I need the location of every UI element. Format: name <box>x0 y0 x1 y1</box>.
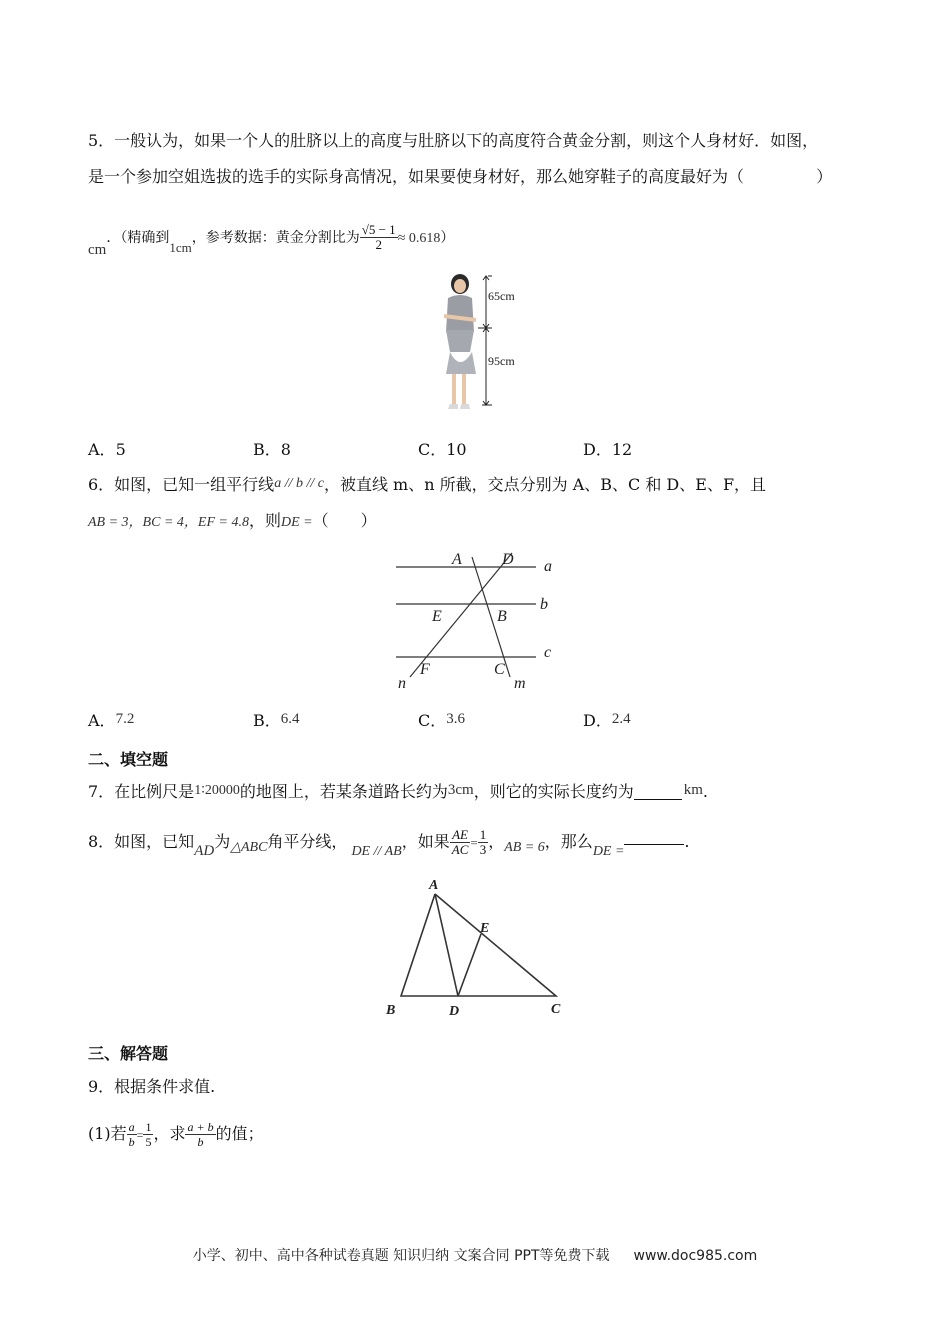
triangle-abc <box>401 894 556 996</box>
q7-scale: 1∶20000 <box>194 783 240 798</box>
q5-option-a-value: 5 <box>115 440 126 459</box>
q9-frac-value <box>143 1120 153 1149</box>
q6-label-E: E <box>432 608 442 625</box>
q9-frac-target <box>185 1120 215 1149</box>
q6-option-a-letter: A． <box>88 711 116 730</box>
q8-value-frac <box>478 828 489 857</box>
q8-ab: AB = 6 <box>504 840 545 855</box>
q6-option-a-value: 7.2 <box>115 711 135 727</box>
q9-sub1 <box>88 1114 264 1155</box>
q8-val-num: 1 <box>479 827 487 842</box>
woman-figure-image <box>444 274 476 409</box>
q8-de: DE = <box>592 844 625 859</box>
q6-option-b[interactable] <box>253 710 300 733</box>
q6-option-b-letter: B． <box>253 711 281 730</box>
q9-frac1-den: b <box>128 1135 135 1149</box>
q6-figure <box>390 545 565 695</box>
q9-frac2-den: 5 <box>145 1135 152 1149</box>
q6-label-D: D <box>502 551 514 568</box>
q8-ad: AD <box>194 843 215 859</box>
q8-label-C: C <box>551 1002 561 1017</box>
q8-label-A: A <box>429 878 439 893</box>
q8-par: DE // AB <box>351 844 402 859</box>
q8-frac-num: AE <box>450 828 471 843</box>
q8-if: ，如果 <box>401 832 450 851</box>
q8-frac-den: AC <box>451 842 469 857</box>
q6-label-m: m <box>514 675 526 692</box>
q6-line1 <box>88 474 766 498</box>
q7-line <box>88 781 708 805</box>
q5-frac-den: 2 <box>375 237 382 252</box>
q9-eq: = <box>136 1128 144 1142</box>
q5-option-b[interactable] <box>253 439 291 461</box>
footer <box>0 1245 950 1265</box>
q5-golden-frac <box>360 223 398 252</box>
q7-len: 3cm <box>447 782 474 798</box>
q5-line1: 5．一般认为，如果一个人的肚脐以上的高度与肚脐以下的高度符合黄金分割，则这个人身材好．如图， <box>88 131 819 150</box>
q5-option-b-value: 8 <box>280 440 291 459</box>
q5-fig-95: 95cm <box>488 354 515 368</box>
q7-post: ，则它的实际长度约为 <box>473 782 634 801</box>
q5-frac-num: √5 − 1 <box>361 222 396 237</box>
q6-label-a: a <box>544 558 552 575</box>
q9-sub1-mid: ，求 <box>153 1124 186 1143</box>
segment-de <box>458 934 481 996</box>
q7-end: . <box>702 782 708 801</box>
q8-pre: 8．如图，已知 <box>88 832 195 851</box>
q6-parallel: a // b // c <box>274 476 324 491</box>
q6-option-b-value: 6.4 <box>280 711 300 727</box>
footer-site-link[interactable]: www.doc985.com <box>633 1248 758 1264</box>
q8-then: ，那么 <box>544 832 593 851</box>
section-fill-in: 二、填空题 <box>88 750 169 769</box>
q8-is: 为 <box>214 832 231 851</box>
q6-given: AB = 3，BC = 4，EF = 4.8 <box>88 515 249 530</box>
q8-val-den: 3 <box>479 842 487 857</box>
q6-label-C: C <box>494 661 505 678</box>
q6-option-c-letter: C． <box>418 711 447 730</box>
q7-mid: 的地图上，若某条道路长约为 <box>239 782 448 801</box>
q5-option-d[interactable] <box>583 439 632 461</box>
q5-option-c[interactable] <box>418 439 467 461</box>
q6-label-F: F <box>420 661 430 678</box>
q5-line2-text: 是一个参加空姐选拔的选手的实际身高情况，如果要使身材好，那么她穿鞋子的高度最好为（ <box>88 167 745 186</box>
q8-label-D: D <box>449 1004 460 1019</box>
q9-frac1-num: a <box>128 1120 135 1134</box>
q7-answer-blank[interactable] <box>634 783 682 800</box>
q9-frac-ab <box>127 1120 137 1149</box>
q9-frac2-num: 1 <box>145 1120 152 1134</box>
q5-figure <box>430 272 540 417</box>
q5-option-b-letter: B． <box>253 440 281 459</box>
q8-label-E: E <box>480 921 490 936</box>
q5-option-d-value: 12 <box>611 440 633 459</box>
q5-fig-65: 65cm <box>488 289 515 303</box>
q6-option-c[interactable] <box>418 710 465 733</box>
q8-ratio-frac <box>450 828 471 857</box>
q6-option-d[interactable] <box>583 710 631 733</box>
section-answer: 三、解答题 <box>88 1044 169 1063</box>
q9-sub1-post: 的值； <box>215 1124 264 1143</box>
q5-option-c-letter: C． <box>418 440 447 459</box>
q5-line3 <box>88 222 455 258</box>
q5-close-paren: ） <box>816 167 833 186</box>
q6-option-d-value: 2.4 <box>611 711 631 727</box>
q8-figure <box>380 872 570 1022</box>
q6-label-n: n <box>398 675 406 692</box>
q6-label-A: A <box>452 551 462 568</box>
q9-frac3-num: a + b <box>187 1120 214 1134</box>
q8-tri: △ABC <box>230 840 268 855</box>
q6-line2 <box>88 510 377 534</box>
q8-bisector: 角平分线， <box>267 832 348 851</box>
q6-label-c: c <box>544 644 552 661</box>
q6-option-c-value: 3.6 <box>446 711 465 727</box>
q5-option-c-value: 10 <box>446 440 467 459</box>
q8-label-B: B <box>386 1003 396 1018</box>
q8-end: . <box>684 832 690 851</box>
q6-option-d-letter: D． <box>583 711 612 730</box>
q5-precision-val: 1cm <box>169 240 192 255</box>
q8-line <box>88 822 690 864</box>
q9-title: 9．根据条件求值. <box>88 1077 216 1096</box>
segment-ad <box>435 894 458 996</box>
q6-option-a[interactable] <box>88 710 134 733</box>
q9-sub1-pre: (1)若 <box>88 1124 127 1143</box>
q6-label-B: B <box>497 608 507 625</box>
q5-end-paren: ） <box>440 230 455 246</box>
q7-pre: 7．在比例尺是 <box>88 782 195 801</box>
q6-ask: DE = <box>280 515 313 530</box>
q6-line1-post: ，被直线 m、n 所截，交点分别为 A、B、C 和 D、E、F，且 <box>323 475 767 494</box>
q7-unit: km <box>683 782 703 798</box>
q5-option-a[interactable] <box>88 439 126 461</box>
q5-option-d-letter: D． <box>583 440 612 459</box>
q6-paren: （ ） <box>312 511 377 530</box>
q8-eq: = <box>470 835 478 850</box>
q6-line2-post: ，则 <box>248 511 281 530</box>
q5-line2 <box>88 166 832 188</box>
q5-precision-pre: ．（精确到 <box>106 230 170 246</box>
q5-option-a-letter: A． <box>88 440 116 459</box>
q8-answer-blank[interactable] <box>624 830 684 845</box>
q6-line1-pre: 6．如图，已知一组平行线 <box>88 475 275 494</box>
q5-unit: cm <box>88 242 107 258</box>
q5-ref-text: ，参考数据：黄金分割比为 <box>191 230 360 246</box>
q6-label-b: b <box>540 596 548 613</box>
q9-frac3-den: b <box>197 1135 204 1149</box>
q8-comma: ， <box>488 832 505 851</box>
q5-approx: ≈ 0.618 <box>397 231 441 246</box>
footer-text: 小学、初中、高中各种试卷真题 知识归纳 文案合同 PPT等免费下载 <box>192 1248 610 1264</box>
